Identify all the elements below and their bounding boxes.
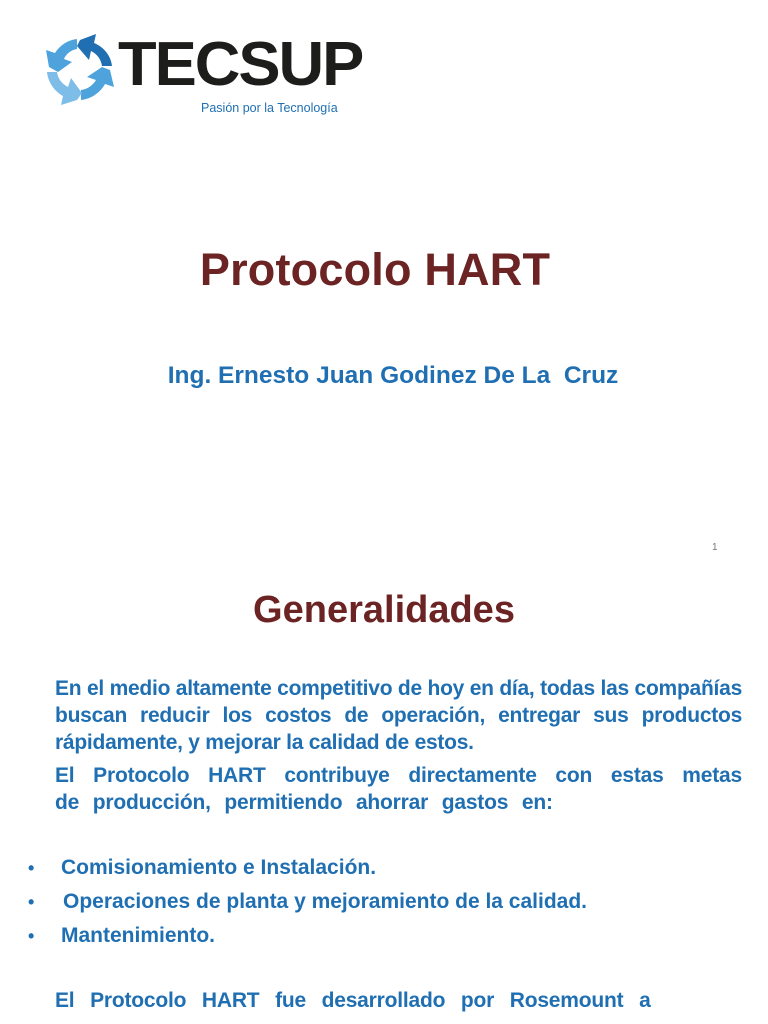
hart-contribution-paragraph: El Protocolo HART contribuye directamente con estas metas de producción, permitiendo ahorrar gastos en: xyxy=(55,764,742,814)
slide-2 xyxy=(0,567,768,1024)
bullet-icon: • xyxy=(28,858,35,878)
tecsup-logo xyxy=(44,28,363,123)
history-paragraph: El Protocolo HART fue desarrollado por Rosemount a xyxy=(55,989,651,1012)
list-item-text: Comisionamiento e Instalación. xyxy=(61,856,377,879)
intro-paragraph: En el medio altamente competitivo de hoy en día, todas las compañías buscan reducir los costos de operación, entregar sus productos rápidamente, y mejorar la calidad de estos. xyxy=(55,677,742,754)
logo-tagline: Pasión por la Tecnología xyxy=(201,101,338,115)
list-item xyxy=(28,887,748,921)
presentation-title: Protocolo HART xyxy=(199,244,551,295)
author-name: Ing. Ernesto Juan Godinez De La Cruz xyxy=(167,362,619,389)
section-title: Generalidades xyxy=(253,589,515,631)
page-number: 1 xyxy=(712,542,718,553)
recycle-arrows-icon xyxy=(44,30,118,110)
list-item-text: Mantenimiento. xyxy=(61,924,216,947)
bullet-icon: • xyxy=(28,926,35,946)
bullet-icon: • xyxy=(28,892,35,912)
list-item xyxy=(28,853,748,887)
benefits-list xyxy=(28,853,748,955)
list-item xyxy=(28,921,748,955)
logo-wordmark: TECSUP xyxy=(118,30,363,99)
list-item-text: Operaciones de planta y mejoramiento de la calidad. xyxy=(63,890,588,913)
